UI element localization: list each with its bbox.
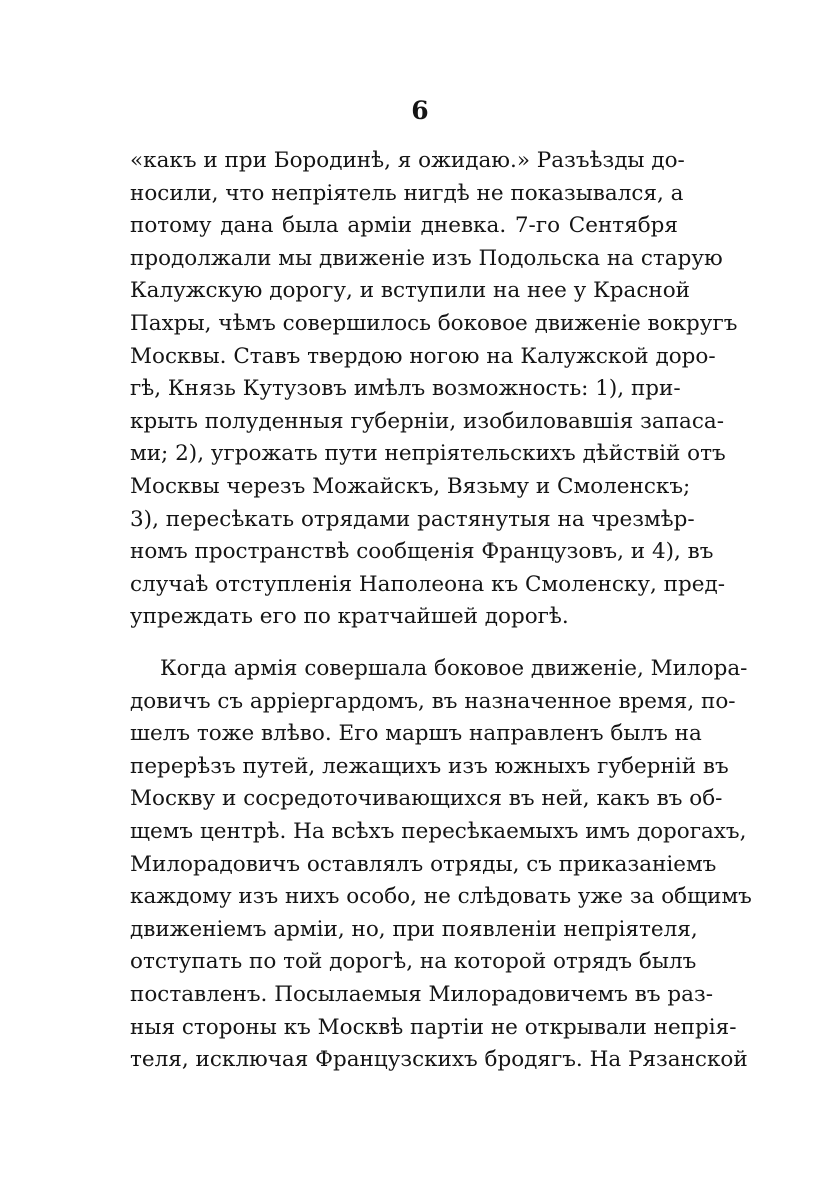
text-line: ныя стороны къ Москвѣ партіи не открывали непрія- <box>130 1014 737 1040</box>
text-line: ми; 2), угрожать пути непріятельскихъ дѣйствій отъ <box>130 441 726 467</box>
text-line: Пахры, чѣмъ совершилось боковое движеніе вокругъ <box>130 310 738 336</box>
text-line: Москву и сосредоточивающихся въ ней, какъ въ об- <box>130 786 723 812</box>
text-line: Когда армія совершала боковое движеніе, Милора- <box>160 656 748 681</box>
text-line: носили, что непріятель нигдѣ не показывался, а <box>130 180 684 206</box>
text-line: движеніемъ арміи, но, при появленіи непріятеля, <box>130 916 698 942</box>
text-line: перерѣзъ путей, лежащихъ изъ южныхъ губерній въ <box>130 753 729 779</box>
text-line: Москвы черезъ Можайскъ, Вязьму и Смоленскъ; <box>130 473 691 499</box>
paragraph-1 <box>130 145 738 634</box>
text-line: каждому изъ нихъ особо, не слѣдовать уже за общимъ <box>130 884 752 910</box>
text-line: крыть полуденныя губерніи, изобиловавшія запаса- <box>130 408 724 434</box>
text-line: Милорадовичъ оставлялъ отряды, съ приказаніемъ <box>130 851 717 877</box>
text-line: Москвы. Ставъ твердою ногою на Калужской доро- <box>130 343 716 369</box>
text-line: «какъ и при Бородинѣ, я ожидаю.» Разъѣзды до- <box>130 148 685 173</box>
text-line: теля, исключая Французскихъ бродягъ. На Рязанской <box>130 1047 748 1073</box>
text-line: Калужскую дорогу, и вступили на нее у Красной <box>130 278 690 304</box>
text-line: потому дана была арміи дневка. 7-го Сентября <box>130 213 678 239</box>
text-line: номъ пространствѣ сообщенія Французовъ, и 4), въ <box>130 539 714 565</box>
text-line: упреждать его по кратчайшей дорогѣ. <box>130 604 569 630</box>
text-line: поставленъ. Посылаемыя Милорадовичемъ въ раз- <box>130 981 713 1007</box>
text-line: шелъ тоже влѣво. Его маршъ направленъ былъ на <box>130 721 702 747</box>
page-number: 6 <box>411 96 429 125</box>
text-line: продолжали мы движеніе изъ Подольска на старую <box>130 245 723 271</box>
text-line: гѣ, Князь Кутузовъ имѣлъ возможность: 1), при- <box>130 376 681 402</box>
text-line: отступать по той дорогѣ, на которой отрядъ былъ <box>130 949 697 975</box>
text-line: 3), пересѣкать отрядами растянутыя на чрезмѣр- <box>130 506 695 532</box>
text-line: случаѣ отступленія Наполеона къ Смоленску, пред- <box>130 571 725 597</box>
text-line: довичъ съ арріергардомъ, въ назначенное время, по- <box>130 688 736 714</box>
text-line: щемъ центрѣ. На всѣхъ пересѣкаемыхъ имъ дорогахъ, <box>130 818 747 844</box>
paragraph-2 <box>130 653 752 1077</box>
